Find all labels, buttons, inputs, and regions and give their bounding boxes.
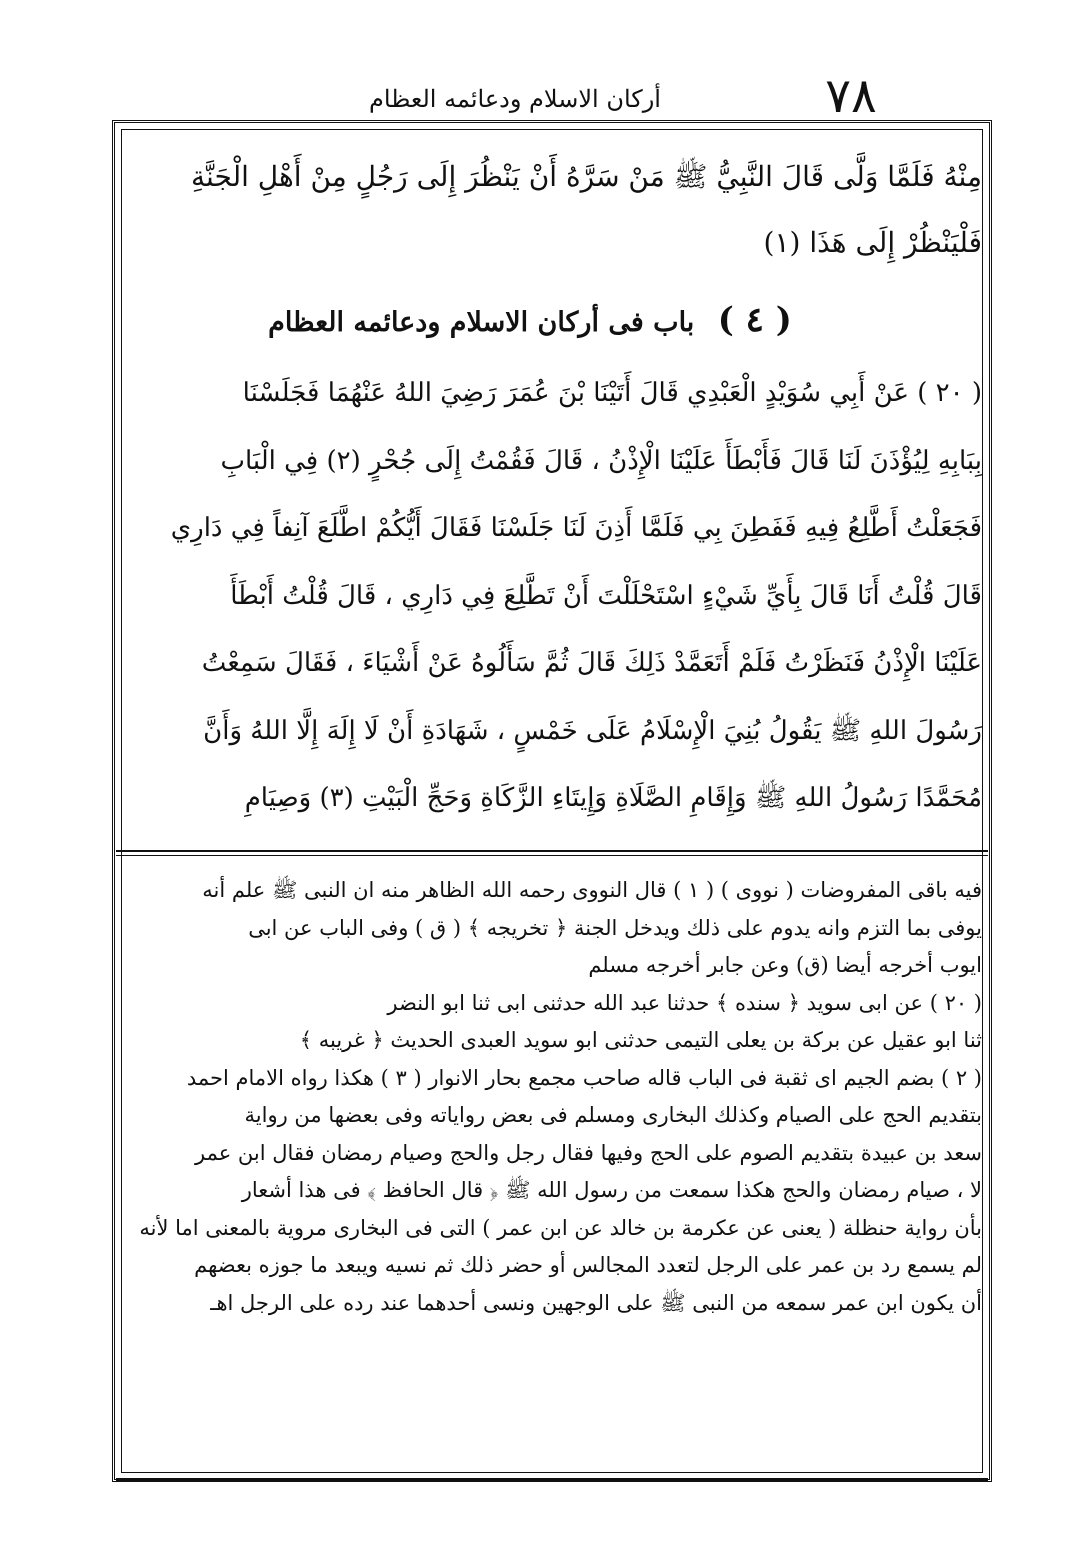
text-line: قَالَ قُلْتُ أَنَا قَالَ بِأَيِّ شَيْءٍ اسْتَحْلَلْتَ أَنْ تَطَّلِعَ فِي دَارِي ، قَالَ قُلْتُ أَبْطَأَ	[230, 580, 982, 611]
text-line: فَلْيَنْظُرْ إِلَى هَذَا (١)	[763, 226, 982, 259]
footnote-line: بأن رواية حنظلة ( يعنى عن عكرمة بن خالد عن ابن عمر ) التى فى البخارى مروية بالمعنى اما لأنه	[139, 1215, 982, 1240]
bottom-border	[116, 1478, 988, 1481]
footnote-line: ( ٢ ) بضم الجيم اى ثقبة فى الباب قاله صاحب مجمع بحار الانوار ( ٣ ) هكذا رواه الامام احمد	[186, 1065, 982, 1090]
footnote-line: أن يكون ابن عمر سمعه من النبى ﷺ على الوجهين ونسى أحدهما عند رده على الرجل اهـ	[210, 1290, 982, 1315]
footnote-line: لا ، صيام رمضان والحج هكذا سمعت من رسول الله ﷺ ﴿ قال الحافظ ﴾ فى هذا أشعار	[241, 1178, 982, 1202]
chapter-heading	[240, 290, 820, 350]
footnote-divider	[116, 850, 988, 852]
text-line: فَجَعَلْتُ أَطَّلِعُ فِيهِ فَفَطِنَ بِي فَلَمَّا أَذِنَ لَنَا جَلَسْنَا فَقَالَ أَيُّكُمْ اطَّلَعَ آنِفاً فِي دَارِي	[170, 513, 982, 543]
text-line: مِنْهُ فَلَمَّا وَلَّى قَالَ النَّبِيُّ ﷺ مَنْ سَرَّهُ أَنْ يَنْظُرَ إِلَى رَجُلٍ مِنْ أَهْلِ الْجَنَّةِ	[191, 160, 982, 193]
footnote-line: بتقديم الحج على الصيام وكذلك البخارى ومسلم فى بعض رواياته وفى بعضها من رواية	[244, 1103, 982, 1127]
text-line: ( ٢٠ ) عَنْ أَبِي سُوَيْدٍ الْعَبْدِي قَالَ أَتَيْنَا بْنَ عُمَرَ رَضِيَ اللهُ عَنْهُمَا فَجَلَسْنَا	[242, 378, 982, 408]
text-line: رَسُولَ اللهِ ﷺ يَقُولُ بُنِيَ الْإِسْلَامُ عَلَى خَمْسٍ ، شَهَادَةِ أَنْ لَا إِلَهَ إِلَّا اللهُ وَأَنَّ	[203, 715, 982, 746]
text-line: مُحَمَّدًا رَسُولُ اللهِ ﷺ وَإِقَامِ الصَّلَاةِ وَإِيتَاءِ الزَّكَاةِ وَحَجِّ الْبَيْتِ (٣) وَصِيَامِ	[244, 783, 982, 813]
footnote-line: سعد بن عبيدة بتقديم الصوم على الحج وفيها فقال رجل والحج وصيام رمضان فقال ابن عمر	[194, 1140, 982, 1165]
running-title: أركان الاسلام ودعائمه العظام	[369, 85, 661, 113]
intro-text	[122, 144, 982, 276]
footnote-divider-thin	[116, 855, 988, 856]
footnote-line: ( ٢٠ ) عن ابى سويد ﴿ سنده ﴾ حدثنا عبد الله حدثنى ابى ثنا ابو النضر	[387, 990, 982, 1015]
page-number: ٧٨	[825, 68, 877, 124]
footnote-line: يوفى بما التزم وانه يدوم على ذلك ويدخل الجنة ﴿ تخريجه ﴾ ( ق ) وفى الباب عن ابى	[248, 915, 982, 940]
hadith-text	[122, 360, 982, 833]
chapter-title: باب فى أركان الاسلام ودعائمه العظام	[268, 307, 695, 338]
footnotes	[122, 872, 982, 1322]
text-line: بِبَابِهِ لِيُؤْذَنَ لَنَا قَالَ فَأَبْطَأَ عَلَيْنَا الْإِذْنُ ، قَالَ فَقُمْتُ إِلَى جُحْرٍ (٢) فِي الْبَابِ	[220, 445, 982, 476]
chapter-number: ( ٤ )	[717, 300, 792, 340]
text-line: عَلَيْنَا الْإِذْنُ فَنَظَرْتُ فَلَمْ أَتَعَمَّدْ ذَلِكَ قَالَ ثُمَّ سَأَلُوهُ عَنْ أَشْيَاءَ ، فَقَالَ سَمِعْتُ	[201, 648, 982, 678]
footnote-line: لم يسمع رد بن عمر على الرجل لتعدد المجالس أو حضر ذلك ثم نسيه ويبعد ما جوزه بعضهم	[194, 1253, 982, 1277]
footnote-line: فيه باقى المفروضات ( نووى ) ( ١ ) قال النووى رحمه الله الظاهر منه ان النبى ﷺ علم أنه	[202, 878, 982, 902]
footnote-line: ايوب أخرجه أيضا (ق) وعن جابر أخرجه مسلم	[588, 953, 982, 977]
footnote-line: ثنا ابو عقيل عن بركة بن يعلى التيمى حدثنى ابو سويد العبدى الحديث ﴿ غريبه ﴾	[299, 1028, 982, 1052]
